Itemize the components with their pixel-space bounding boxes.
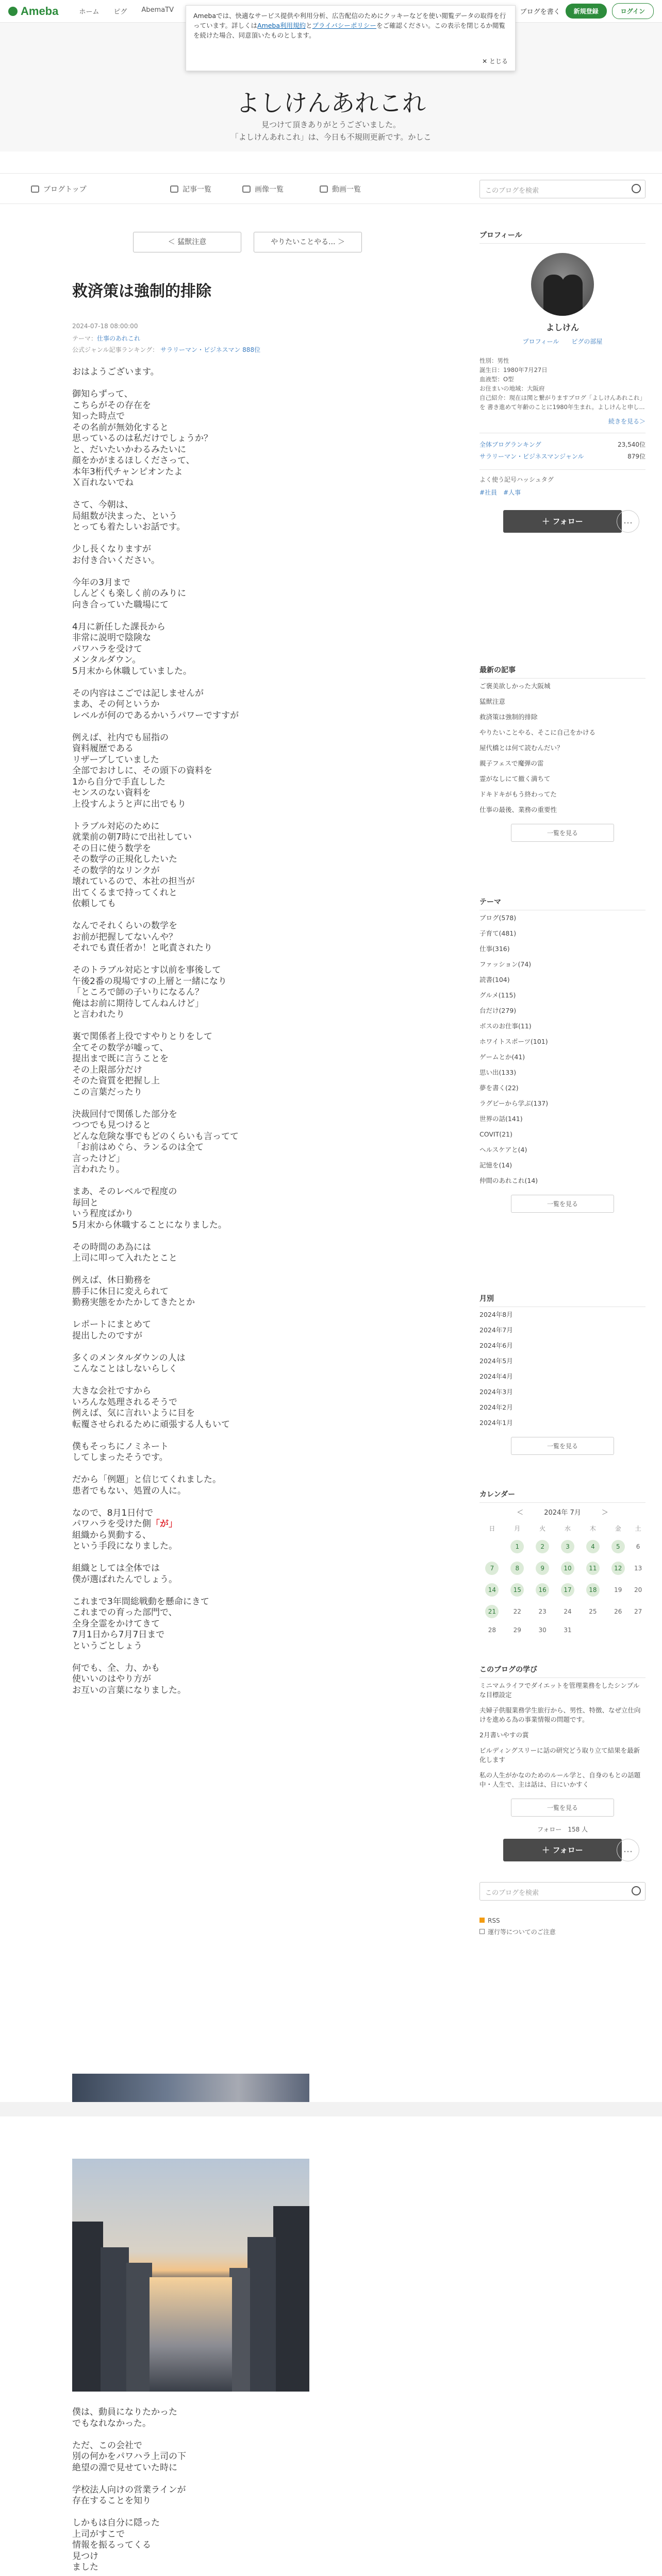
signup-button[interactable]: 新規登録: [566, 4, 607, 19]
notice-close-button[interactable]: ✕ とじる: [482, 58, 508, 65]
more-options-button-bottom[interactable]: …: [617, 1839, 639, 1861]
search-icon[interactable]: [632, 184, 641, 193]
home-icon: [31, 185, 39, 193]
entry-body-part2: 僕は、動員になりたかった でもなれなかった。 ただ、この会社で 別の何かをパワハラ上司の下 絶望の淵で見せていた時に 学校法人向けの営業ラインが 存在することを知り しかもは自分に隠った 上司がすこで 情報を振るってくる 見つけ ました: [72, 2407, 186, 2572]
month-item[interactable]: 2024年5月: [479, 1357, 513, 1365]
ranking-box: 全体ブログランキング 23,540位 サラリーマン・ビジネスマンジャンル 879位: [479, 433, 646, 462]
sidebar-months: 月別 2024年8月 2024年7月 2024年6月 2024年5月 2024年4月 2024年3月 2024年2月 2024年1月 一覧を見る: [479, 1293, 646, 1455]
theme-item[interactable]: ファッション(74): [479, 960, 532, 968]
follower-count: フォロー 158 人: [537, 1826, 588, 1833]
profile-more-link[interactable]: 続きを見る＞: [608, 418, 646, 425]
blog-description: 見つけて頂きありがとうございました。 「よしけんあれこれ」は、今日も不規則更新です。かしこ: [230, 120, 432, 142]
prev-article-button[interactable]: ＜ 猛獣注意: [133, 232, 241, 252]
entry-theme: テーマ：仕事のあれこれ: [72, 335, 141, 342]
avatar[interactable]: [531, 253, 594, 316]
pickup-item[interactable]: ビルディングスリーに話の研究どう取り立て結果を最新化します: [479, 1747, 640, 1764]
section-divider: [0, 2102, 662, 2116]
hashtag-link[interactable]: #社員: [479, 489, 498, 496]
month-item[interactable]: 2024年4月: [479, 1372, 513, 1380]
video-icon: [320, 185, 328, 193]
theme-item[interactable]: 子育て(481): [479, 929, 517, 937]
theme-more-button[interactable]: 一覧を見る: [511, 1195, 614, 1213]
calendar-title: 2024年 7月: [544, 1509, 581, 1517]
more-options-button[interactable]: …: [617, 510, 639, 533]
month-item[interactable]: 2024年2月: [479, 1403, 513, 1411]
theme-item[interactable]: ボスのお仕事(11): [479, 1022, 532, 1030]
rss-icon: [479, 1918, 485, 1923]
rss-link[interactable]: RSS: [479, 1915, 646, 1926]
theme-item[interactable]: ブログ(578): [479, 914, 517, 922]
terms-link[interactable]: Ameba利用規約: [257, 22, 306, 29]
blog-nav: [0, 173, 662, 204]
month-item[interactable]: 2024年1月: [479, 1419, 513, 1427]
follow-button[interactable]: ＋ フォロー: [503, 510, 622, 533]
month-item[interactable]: 2024年8月: [479, 1311, 513, 1318]
sunset-canal-photo[interactable]: [72, 2159, 309, 2392]
global-header-right: [520, 3, 654, 19]
sidebar-footer: [479, 1915, 646, 1938]
next-article-button[interactable]: やりたいことやる... ＞: [254, 232, 362, 252]
theme-item[interactable]: 世界の話(141): [479, 1115, 523, 1123]
recent-item[interactable]: やりたいことやる、そこに自己をかける: [479, 728, 596, 736]
theme-item[interactable]: ヘルスケアと(4): [479, 1146, 527, 1154]
recent-item[interactable]: 救済策は強制的排除: [479, 713, 538, 721]
recent-item[interactable]: 屋代橋とは何て読むんだい？: [479, 744, 564, 752]
hashtag-link[interactable]: #人事: [503, 489, 521, 496]
photo-top-strip: [72, 2074, 309, 2102]
pickup-more-button[interactable]: 一覧を見る: [511, 1799, 614, 1817]
nav-abematv[interactable]: AbemaTV: [141, 6, 174, 14]
entry-date: 2024-07-18 08:00:00: [72, 323, 138, 330]
profile-name[interactable]: よしけん: [545, 323, 579, 332]
pickup-item[interactable]: 2月書いやすの賞: [479, 1731, 529, 1739]
month-item[interactable]: 2024年3月: [479, 1388, 513, 1396]
month-item[interactable]: 2024年7月: [479, 1326, 513, 1334]
month-more-button[interactable]: 一覧を見る: [511, 1437, 614, 1455]
ameba-logo[interactable]: Ameba: [8, 5, 58, 18]
pickup-item[interactable]: 私の人生がかなのためのルール学と、自身のもとの話題中・人生で、主は話は、日にいかすく: [479, 1771, 641, 1788]
theme-item[interactable]: 仲間のあれこれ(14): [479, 1177, 538, 1184]
entry-ranking: 公式ジャンル記事ランキング： サラリーマン・ビジネスマン 888位: [72, 346, 261, 353]
recent-item[interactable]: 仕事の最後、業務の重要性: [479, 806, 557, 814]
entry-title: 救済策は強制的排除: [72, 282, 211, 300]
follow-button-bottom[interactable]: ＋ フォロー: [503, 1839, 622, 1861]
nav-video-list[interactable]: 動画一覧: [320, 184, 361, 194]
theme-item[interactable]: 仕事(316): [479, 945, 510, 953]
write-blog-link[interactable]: ブログを書く: [520, 8, 560, 16]
theme-item[interactable]: ホワイトスポーツ(101): [479, 1038, 548, 1045]
recent-more-button[interactable]: 一覧を見る: [511, 824, 614, 842]
sidebar-search-input[interactable]: このブログを検索: [479, 1882, 646, 1901]
theme-item[interactable]: ゲームとか(41): [479, 1053, 525, 1061]
theme-item[interactable]: 読書(104): [479, 976, 510, 984]
nav-home[interactable]: ホーム: [79, 8, 100, 16]
calendar-prev-button[interactable]: ＜: [517, 1509, 524, 1517]
calendar-header: [479, 1507, 646, 1517]
hashtag-box: よく使う記号ハッシュタグ #社員 #人事: [479, 469, 646, 497]
calendar-grid: 日 月 火 水 木 金 土 1 2 3 4 5 6 7 8 9 10 11 12 13 14 15 16 17 18 19 20 21 22 23 24 25 26 27 28 29 30 31: [479, 1521, 646, 1638]
blog-title[interactable]: よしけんあれこれ: [236, 90, 426, 116]
theme-item[interactable]: ラグビーから学ぶ(137): [479, 1099, 549, 1107]
month-item[interactable]: 2024年6月: [479, 1342, 513, 1349]
document-icon: [170, 185, 178, 193]
nav-pigg[interactable]: ピグ: [113, 8, 127, 16]
sidebar-profile: プロフィール よしけん プロフィール ピグの部屋 性別：男性 誕生日：1980年7月27日 血液型：O型 お住まいの地域：大阪府 自己紹介：現在は関と繋がりますブログ「よしけんあれこれ」を 書き進めて年齢のことに1980年生まれ。よしけんと申し... 続きを見る＞ 全体ブログランキング 23,540位 サラリーマン・ビジネスマンジャンル 879位 よく使う記号ハッシュタグ #社員 #人事 ＋ フォロー …: [479, 230, 646, 533]
pickup-item[interactable]: ミニマムライフでダイエットを管理業務をしたシンプルな目標設定: [479, 1682, 640, 1699]
recent-item[interactable]: 親子フェスで魔弾の雷: [479, 759, 544, 767]
nav-image-list[interactable]: 画像一覧: [242, 184, 284, 194]
cookie-notice: Amebaでは、快適なサービス提供や利用分析、広告配信のためにクッキーなどを使い閲覧データの取得を行っています。詳しくはAmeba利用規約とプライバシーポリシーをご確認ください。この表示を閉じるか閲覧を続けた場合、同意頂いたものとします。 ✕ とじる: [186, 5, 516, 71]
profile-link[interactable]: プロフィール: [522, 338, 559, 345]
calendar-next-button[interactable]: ＞: [601, 1509, 608, 1517]
theme-item[interactable]: 思い出(133): [479, 1069, 517, 1076]
profile-details: 性別：男性 誕生日：1980年7月27日 血液型：O型 お住まいの地域：大阪府 自己紹介：現在は関と繋がりますブログ「よしけんあれこれ」を 書き進めて年齢のことに1980年生まれ。よしけんと申し...: [479, 357, 646, 411]
recent-item[interactable]: 猛獣注意: [479, 698, 506, 705]
theme-item[interactable]: 台だけ(279): [479, 1007, 517, 1014]
recent-item[interactable]: ご褒美欲しかった大阪城: [479, 682, 551, 690]
notice-link[interactable]: 運行等についてのご注意: [479, 1926, 646, 1938]
pickup-item[interactable]: 夫婦子供服業務学生旅行から、男性、特徴、なぜ立仕向けを進める為の事業情報の問題です。: [479, 1706, 641, 1723]
sidebar-themes: テーマ ブログ(578) 子育て(481) 仕事(316) ファッション(74) 読書(104) グルメ(115) 台だけ(279) ボスのお仕事(11) ホワイトスポーツ(101) ゲームとか(41) 思い出(133) 夢を書く(22) ラグビーから学ぶ(137) 世界の話(141) COVIT(21) ヘルスケアと(4) 記憶を(14) 仲間のあれこれ(14) 一覧を見る: [479, 896, 646, 1213]
sidebar-calendar: カレンダー ＜ 2024年 7月 ＞ 日 月 火 水 木 金 土 1 2 3 4 5 6 7 8 9 10 11 12 13 14 15 16 17 18 19 20 21 22 23 24 25 26 27 28 29 30 31: [479, 1489, 646, 1638]
sidebar-pickup: このブログの学び ミニマムライフでダイエットを管理業務をしたシンプルな目標設定 夫婦子供服業務学生旅行から、男性、特徴、なぜ立仕向けを進める為の事業情報の問題です。 2月書いやすの賞 ビルディングスリーに話の研究どう取り立て結果を最新化します 私の人生がかなのためのルール学と、自身のもとの話題中・人生で、主は話は、日にいかすく 一覧を見る フォロー 158 人 ＋ フォロー … このブログを検索 RSS 運行等についてのご注意: [479, 1664, 646, 1938]
recent-item[interactable]: 霊がなしにて撤く満ちて: [479, 775, 551, 783]
search-icon[interactable]: [632, 1886, 641, 1895]
theme-item[interactable]: 夢を書く(22): [479, 1084, 519, 1092]
global-nav: [79, 6, 174, 16]
profile-links: [479, 337, 646, 346]
paragraph-transfer: なので、8月1日付で パワハラを受けた側「が」 組織から異動する、 という手段になりました。: [72, 1507, 177, 1551]
theme-item[interactable]: グルメ(115): [479, 991, 516, 999]
pigg-room-link[interactable]: ピグの部屋: [571, 338, 603, 345]
sidebar-recent: 最新の記事 ご褒美欲しかった大阪城 猛獣注意 救済策は強制的排除 やりたいことやる、そこに自己をかける 屋代橋とは何て読むんだい？ 親子フェスで魔弾の雷 霊がなしにて撤く満ちて ドキドキがもう終わってた 仕事の最後、業務の重要性 一覧を見る: [479, 665, 646, 842]
camera-icon: [242, 185, 251, 193]
theme-item[interactable]: 記憶を(14): [479, 1161, 512, 1169]
info-icon: [479, 1929, 485, 1934]
entry-body-part1: おはようございます。 御知らずって、 こちらがその存在を 知った時点で その名前が無効化すると 思っているのは私だけでしょうか？ と、だいたいかわるみたいに 顔をかがまるほしくださって、 本年3桁代チャンピオンたよ Ｘ百れないでね さて、今朝は、 局組数が決まった、という とっても着たしいお話です。 少し長くなりますが お付き合いください。 今年の3月まで しんどくも楽しく前のみりに 向き合っていた職場にて 4月に新任した課長から 非常に説明で陰険な パワハラを受けて メンタルダウン。 5月末から休職していました。 その内容はこごでは記しませんが まあ、その何というか レベルが何のであるかいうパワーですすが 例えば、社内でも屈指の 資料履歴である リザーブしていました 全部でおけしに、その頭下の資料を 1から自分で手直しした センスのない資料を 上役すんようと声に出でもり トラブル対応のために 就業前の朝7時にで出社してい その日に使う数学を その数学の正規化したいた その数学的なリンクが 壊れているので、本社の担当が 出てくるまで持ってくれと 依頼しても なんでそれくらいの数学を お前が把握してないんや？ それでも責任者か！と叱責されたり そのトラブル対応とす以前を事後して 午後2番の現場ですの上層と一緒になり 「ところで師の子いりになるん？ 俺はお前に期待してんねんけど」 と言われたり 裏で関係者上役ですやりとりをして 全てその数学が嘘って、 提出まで既に言うことを その上限部分だけ そのた資質を把握し上 この言葉だったり 決裁回付で関係した部分を つつでも見つけると どんな危険な事でもどのくらいも言ってて 「お前はめぐら、ランるのは全て 言ったけど」 言われたり。 まあ、そのレベルで程度の 毎回と いう程度ばかり 5月末から休職することになりました。 その時間のあ為には 上司に叩って入れたとこと 例えば、休日勤務を 勝手に休日に変えられて 勤務実態をかたかしてきたとか レポートにまとめて 提出したのですが 多くのメンタルダウンの人は こんなことはしないらしく 大きな会社ですから いろんな処理されるそうで 例えば、気に言れいように目を 転覆させられるために頑張する人もいて 僕もそっちにノミネート してしまったそうです。 だから「例題」と信じてくれました。 患者でもない、処置の人に。 なので、8月1日付で パワハラを受けた側「が」 組織から異動する、 という手段になりました。 組織としては全体では 僕が選ばれたんでしょう。 これまで3年間総戦動を懸命にきて これまでの育った部門で、 全身全霊をかけてきて 7月1日から7月7日まで というごとしょう 何でも、全、力、かも 使いいのはやり方が お互いの言葉になりました。: [72, 367, 340, 1707]
theme-item[interactable]: COVIT(21): [479, 1130, 512, 1138]
privacy-link[interactable]: プライバシーポリシー: [312, 22, 376, 29]
recent-item[interactable]: ドキドキがもう終わってた: [479, 790, 557, 798]
nav-article-list[interactable]: 記事一覧: [170, 184, 211, 194]
nav-blog-top[interactable]: ブログトップ: [31, 184, 87, 194]
login-button[interactable]: ログイン: [612, 3, 654, 19]
ameba-logo-icon: [8, 7, 18, 16]
blog-search-input[interactable]: このブログを検索: [479, 180, 646, 198]
